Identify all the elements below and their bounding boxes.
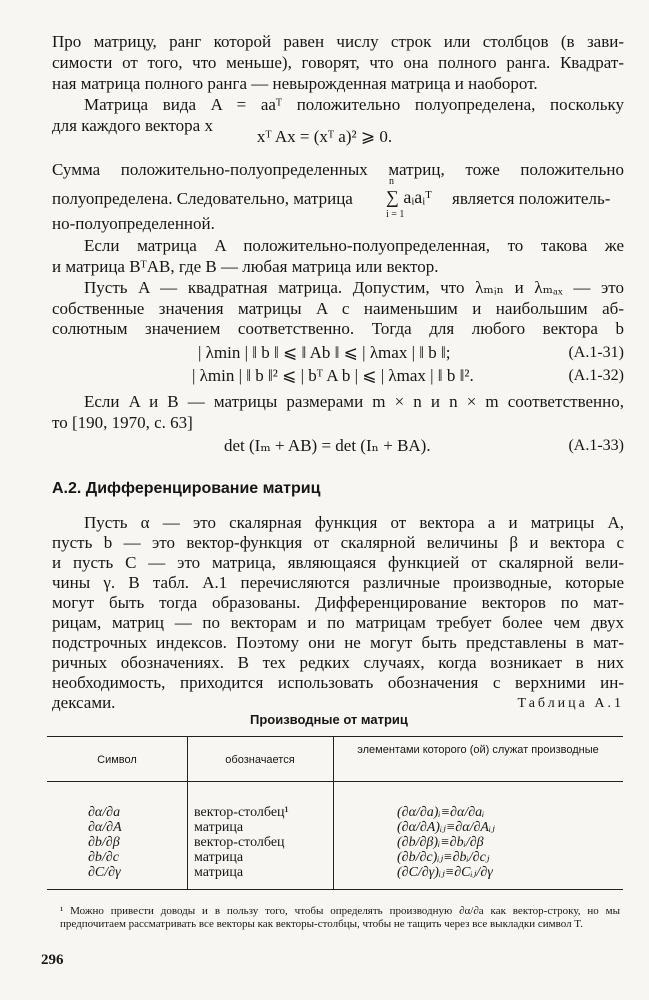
text-line: симости от того, что меньше), говорят, что она полного ранга. Квадрат- — [52, 53, 624, 72]
text-line: Матрица вида A = aaᵀ положительно полуопределена, поскольку — [84, 95, 624, 114]
table-header: обозначается — [225, 754, 295, 766]
footnote: ¹ Можно привести доводы и в пользу того, чтобы определять производную ∂α/∂a как вектор-строку, но мы предпочитаем рассматривать все векторы как векторы-столбцы, чтобы не тащить через все выкладки символ T. — [60, 905, 620, 930]
table-cell: матрица — [194, 820, 244, 835]
text-line: солютным значением соответственно. Тогда для любого вектора b — [52, 319, 624, 338]
equation-number: (A.1-32) — [568, 367, 624, 384]
text-line: чины γ. В табл. А.1 перечисляются различные производные, которые — [52, 573, 624, 592]
text-line: ричных обозначениях. В тех редких случаях, когда возникает в них — [52, 653, 624, 672]
text-line: и пусть C — это матрица, являющаяся функцией от скалярной вели- — [52, 553, 624, 572]
sum-expression: ∑ aᵢaᵢᵀ — [386, 187, 432, 207]
text-line: ная матрица полного ранга — невырожденная матрица и наоборот. — [52, 74, 538, 93]
table-cell: вектор-столбец¹ — [194, 805, 289, 820]
text-line: но-полуопределенной. — [52, 214, 215, 233]
text-line: рицам, матриц — по векторам и по матрицам требует более чем двух — [52, 613, 624, 632]
table-divider — [333, 737, 334, 889]
equation-number: (A.1-31) — [568, 344, 624, 361]
table-title: Производные от матриц — [250, 712, 408, 727]
equation-number: (A.1-33) — [568, 437, 624, 454]
text-line: необходимость, приходится использовать обозначения с верхними ин- — [52, 673, 624, 692]
text-line: для каждого вектора x — [52, 116, 213, 135]
text-line: могут быть тогда образованы. Дифференцирование векторов по мат- — [52, 593, 624, 612]
text-line: Сумма положительно-полуопределенных матриц, тоже положительно — [52, 160, 624, 179]
table-cell: вектор-столбец — [194, 835, 285, 850]
table-number: Таблица А.1 — [517, 696, 624, 711]
table-cell: ∂α/∂a — [88, 805, 121, 820]
table-cell: (∂C/∂γ)ᵢⱼ≡∂Cᵢⱼ/∂γ — [397, 865, 493, 880]
text-line: и матрица BᵀAB, где B — любая матрица или вектор. — [52, 257, 439, 276]
text-line: Пусть A — квадратная матрица. Допустим, что λₘᵢₙ и λₘₐₓ — это — [84, 278, 624, 297]
table-cell: ∂b/∂β — [88, 835, 120, 850]
table-cell: матрица — [194, 850, 244, 865]
text-line: Про матрицу, ранг которой равен числу строк или столбцов (в зави- — [52, 32, 624, 51]
equation-a1-31: | λmin | ‖ b ‖ ⩽ ‖ Ab ‖ ⩽ | λmax | ‖ b ‖; — [198, 343, 451, 362]
text-line: полуопределена. Следовательно, матрица — [52, 189, 353, 208]
text-line: Пусть α — это скалярная функция от вектора a и матрицы A, — [84, 513, 624, 532]
text-line: Если A и B — матрицы размерами m × n и n × m соответственно, — [84, 392, 624, 411]
table-header: элементами которого (ой) служат производные — [357, 744, 599, 756]
table-header: Символ — [97, 754, 137, 766]
table-cell: (∂b/∂c)ᵢⱼ≡∂bᵢ/∂cⱼ — [397, 850, 490, 865]
text-line: Если матрица A положительно-полуопределенная, то такова же — [84, 236, 624, 255]
page-number: 296 — [41, 952, 64, 968]
equation-xtax: xᵀ Ax = (xᵀ a)² ⩾ 0. — [256, 127, 393, 146]
sum-lower-limit: i = 1 — [386, 209, 405, 220]
text-line: дексами. — [52, 693, 116, 712]
derivatives-table — [47, 736, 623, 890]
text-line: собственные значения матрицы A с наименьшим и наибольшим аб- — [52, 299, 624, 318]
text-line: то [190, 1970, с. 63] — [52, 413, 193, 432]
table-cell: (∂α/∂a)ᵢ≡∂α/∂aᵢ — [397, 805, 485, 820]
equation-a1-32: | λmin | ‖ b ‖² ⩽ | bᵀ A b | ⩽ | λmax | ‖ b ‖². — [192, 366, 474, 385]
table-cell: матрица — [194, 865, 244, 880]
table-cell: (∂b/∂β)ᵢ≡∂bᵢ/∂β — [397, 835, 484, 850]
table-cell: ∂C/∂γ — [88, 865, 121, 880]
text-line: пусть b — это вектор-функция от скалярной величины β и вектора c — [52, 533, 624, 552]
text-line: является положитель- — [452, 189, 611, 208]
sum-upper-limit: n — [389, 176, 394, 187]
table-cell: ∂α/∂A — [88, 820, 122, 835]
table-cell: ∂b/∂c — [88, 850, 119, 865]
table-cell: (∂α/∂A)ᵢⱼ≡∂α/∂Aᵢⱼ — [397, 820, 495, 835]
equation-a1-33: det (Iₘ + AB) = det (Iₙ + BA). — [224, 436, 431, 455]
text-line: подстрочных индексов. Поэтому они не могут быть представлены в мат- — [52, 633, 624, 652]
section-heading: А.2. Дифференцирование матриц — [52, 480, 321, 497]
table-divider — [47, 781, 623, 782]
